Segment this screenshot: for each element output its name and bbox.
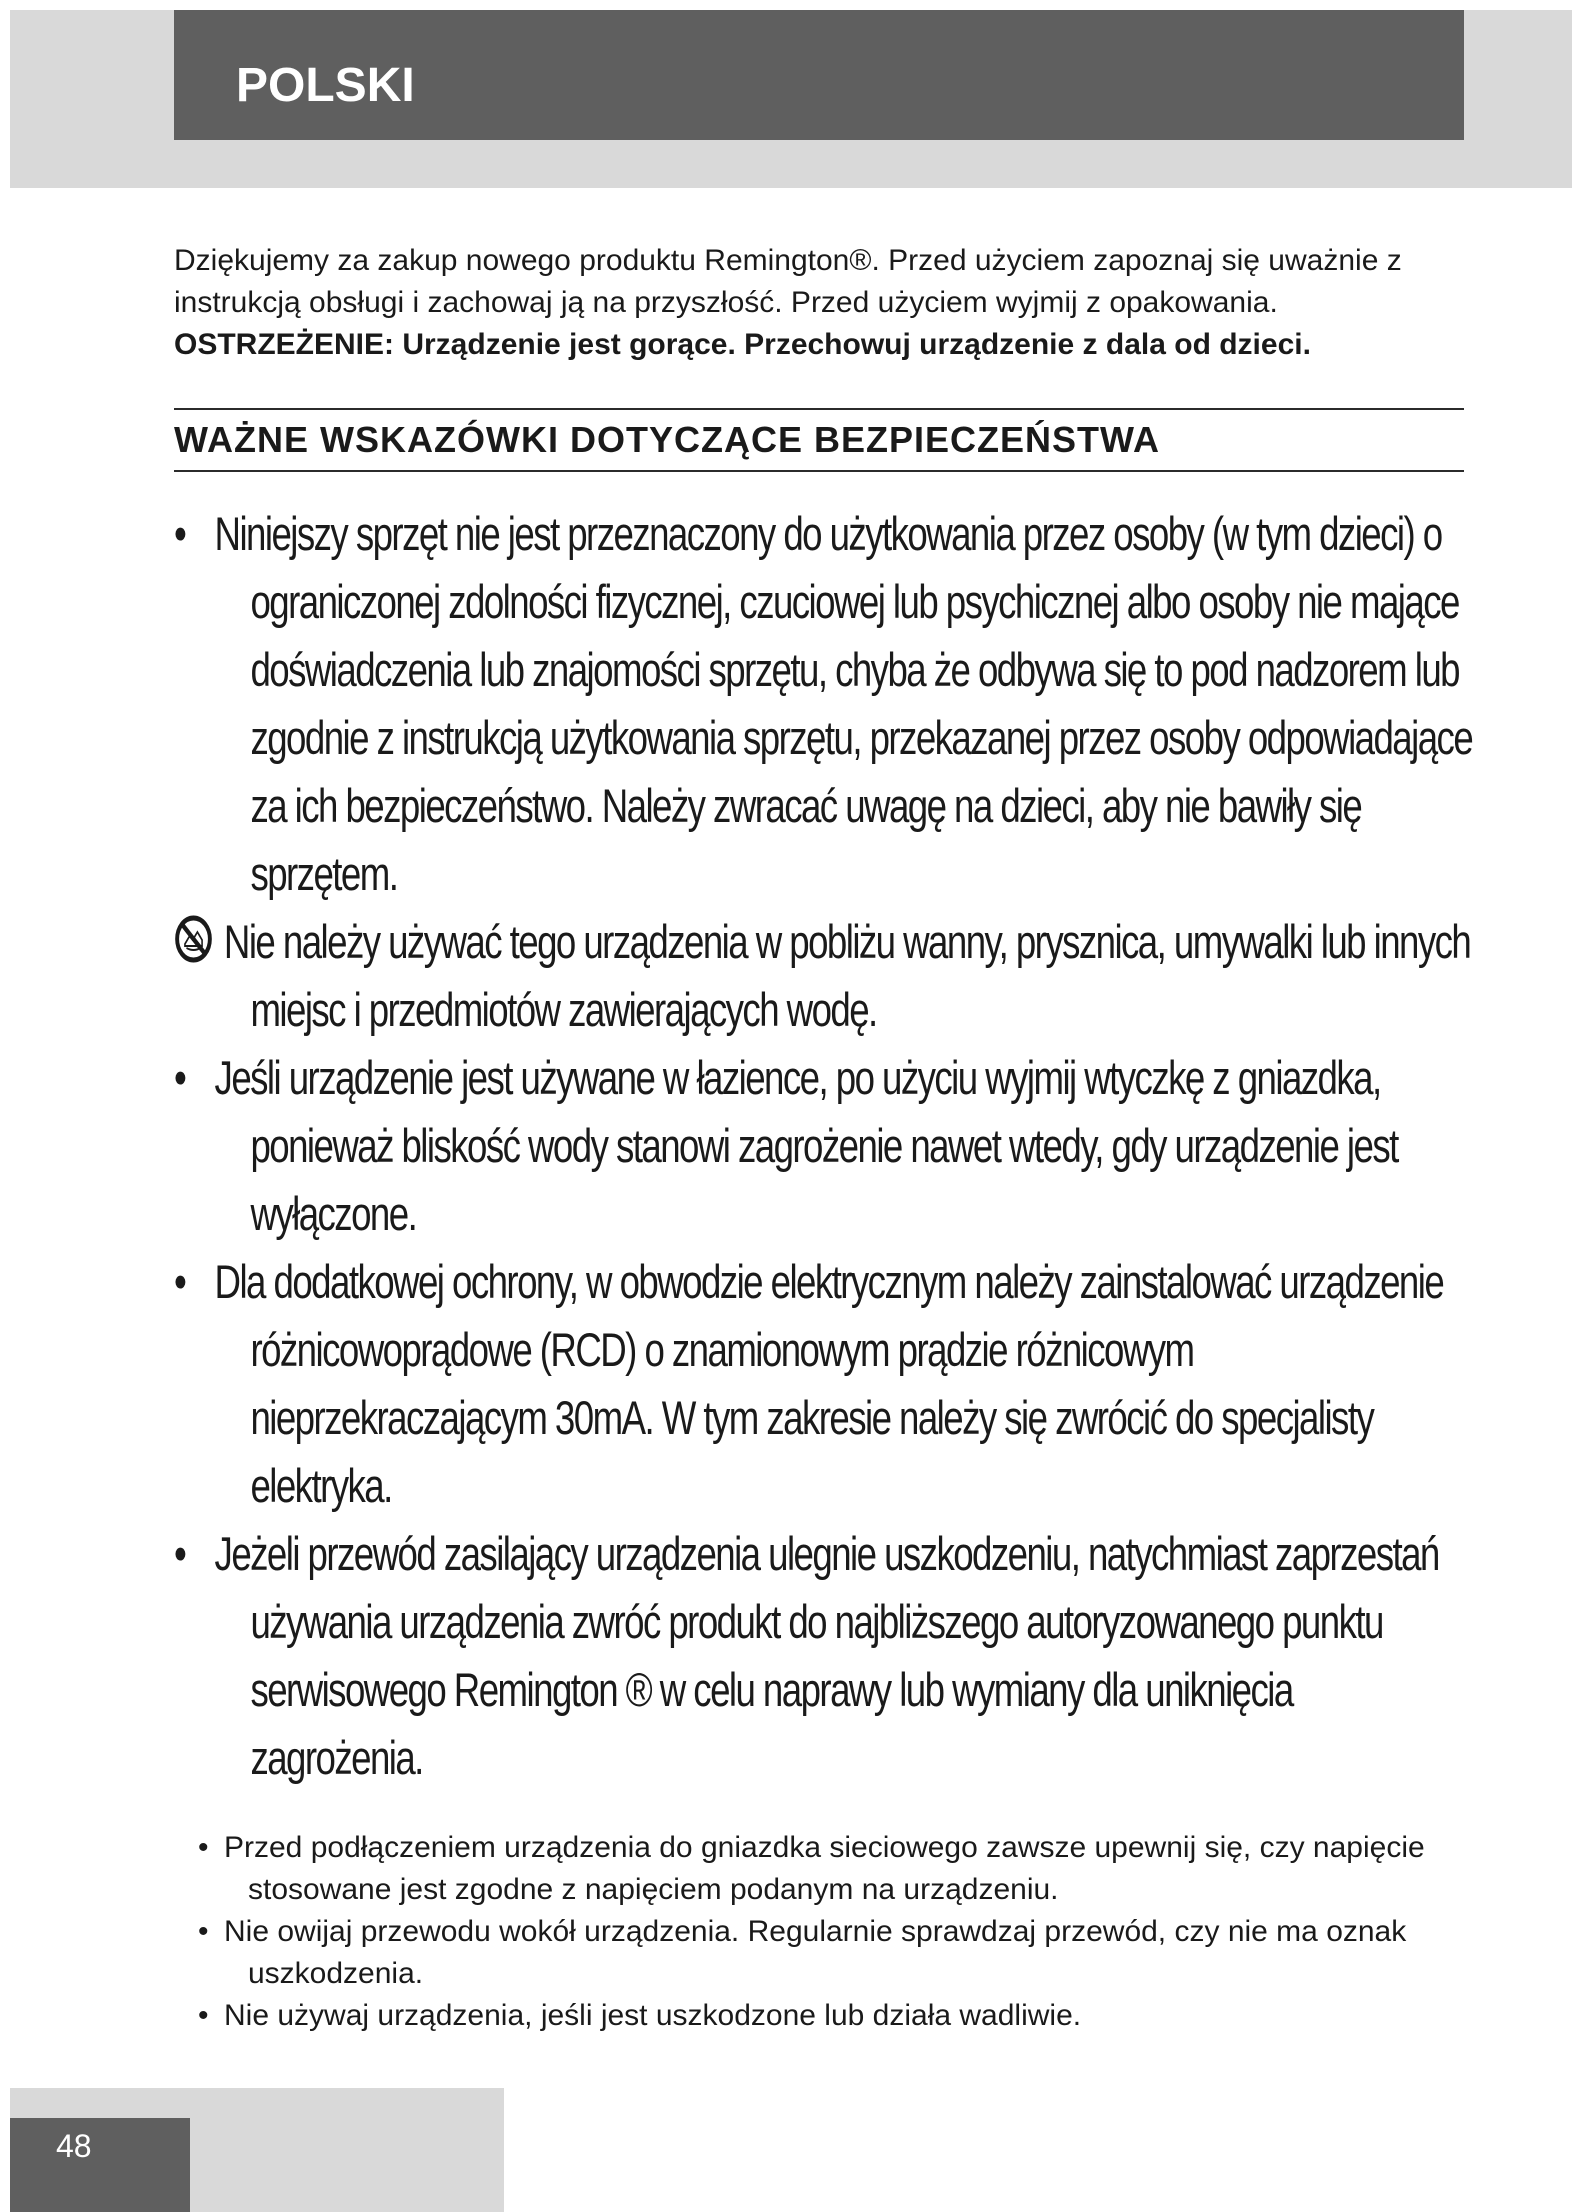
safety-item-text: Jeśli urządzenie jest używane w łazience, po użyciu wyjmij wtyczkę z gniazdka, ponieważ bliskość wody stanowi zagrożenie nawet wtedy, gdy urządzenie jest wyłączone. [214,1051,1398,1240]
bullet: • [174,507,186,560]
safety-item-text: Jeżeli przewód zasilający urządzenia ulegnie uszkodzeniu, natychmiast zaprzestań używania urządzenia zwróć produkt do najbliższego autoryzowanego punktu serwisowego Remington ® w celu naprawy lub wymiany dla uniknięcia zagrożenia. [214,1527,1439,1784]
section-title: WAŻNE WSKAZÓWKI DOTYCZĄCE BEZPIECZEŃSTWA [174,419,1160,460]
safety-item-text: Nie należy używać tego urządzenia w pobliżu wanny, prysznica, umywalki lub innych miejsc i przedmiotów zawierających wodę. [223,915,1471,1036]
bullet: • [174,1051,186,1104]
intro-text [174,240,1474,366]
bullet: • [198,1831,209,1864]
small-item [174,1827,1474,1911]
intro-line-1: Dziękujemy za zakup nowego produktu Remington®. Przed użyciem zapoznaj się uważnie z [174,244,1402,277]
bullet: • [174,1255,186,1308]
safety-item [174,908,1473,1044]
bullet: • [198,1999,209,2032]
intro-warning: OSTRZEŻENIE: Urządzenie jest gorące. Przechowuj urządzenie z dala od dzieci. [174,328,1311,361]
section-rule-bottom [174,470,1464,472]
language-title: POLSKI [236,59,415,112]
footer-page-box [10,2118,190,2212]
page-number: 48 [56,2128,92,2164]
safety-item [174,1520,1473,1792]
safety-item-text: Dla dodatkowej ochrony, w obwodzie elektrycznym należy zainstalować urządzenie różnicowoprądowe (RCD) o znamionowym prądzie różnicowym nieprzekraczającym 30mA. W tym zakresie należy się zwrócić do specjalisty elektryka. [214,1255,1444,1512]
safety-list [174,500,1473,1792]
safety-item [174,1248,1473,1520]
no-water-icon [174,914,224,960]
intro-line-2: instrukcją obsługi i zachowaj ją na przyszłość. Przed użyciem wyjmij z opakowania. [174,286,1278,319]
bullet: • [198,1915,209,1948]
small-safety-list [174,1827,1474,2037]
small-item [174,1911,1474,1995]
section-rule-top [174,408,1464,410]
small-item-text: Nie używaj urządzenia, jeśli jest uszkodzone lub działa wadliwie. [224,1999,1082,2032]
small-item-text: Przed podłączeniem urządzenia do gniazdka sieciowego zawsze upewnij się, czy napięcie stosowane jest zgodne z napięciem podanym na urządzeniu. [224,1831,1425,1906]
small-item-text: Nie owijaj przewodu wokół urządzenia. Regularnie sprawdzaj przewód, czy nie ma oznak uszkodzenia. [224,1915,1407,1990]
small-item [174,1995,1474,2037]
bullet: • [174,1527,186,1580]
safety-item [174,500,1473,908]
safety-item [174,1044,1473,1248]
safety-item-text: Niniejszy sprzęt nie jest przeznaczony do użytkowania przez osoby (w tym dzieci) o ograniczonej zdolności fizycznej, czuciowej lub psychicznej albo osoby nie mające doświadczenia lub znajomości sprzętu, chyba że odbywa się to pod nadzorem lub zgodnie z instrukcją użytkowania sprzętu, przekazanej przez osoby odpowiadające za ich bezpieczeństwo. Należy zwracać uwagę na dzieci, aby nie bawiły się sprzętem. [214,507,1473,900]
